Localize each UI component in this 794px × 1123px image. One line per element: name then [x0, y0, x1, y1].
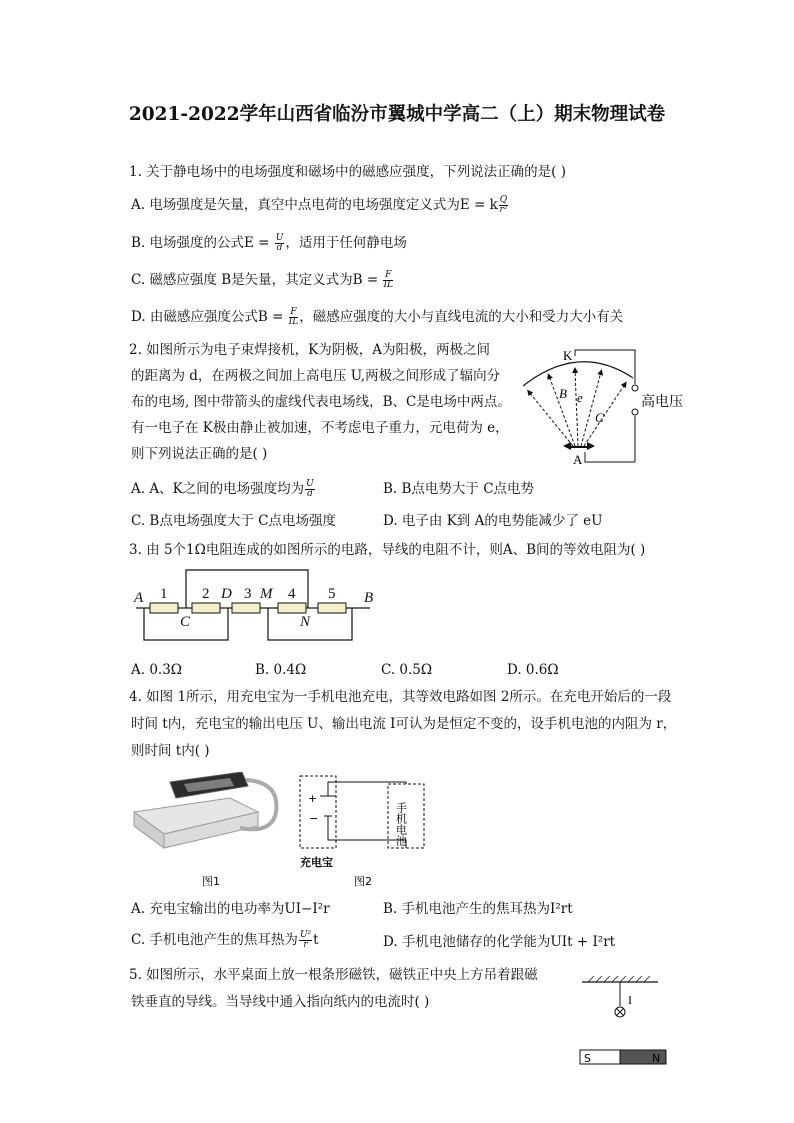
magnet-n-pole: N: [652, 1052, 661, 1065]
q5-line-1: 5. 如图所示，水平桌面上放一根条形磁铁，磁铁正中央上方吊着跟磁: [129, 967, 538, 983]
fig-label-high-voltage: 高电压: [641, 394, 683, 410]
resistor-5: [318, 603, 346, 613]
resistor-label-1: 1: [160, 586, 168, 602]
fig2-battery-label: 手机电池: [394, 802, 408, 846]
fig2-bank-label: 充电宝: [300, 856, 333, 869]
q2-line-3: 布的电场, 图中带箭头的虚线代表电场线，B、C是电场中两点。: [131, 394, 511, 410]
q2-line-5: 则下列说法正确的是( ): [131, 446, 268, 462]
q1-option-b: B. 电场强度的公式E = $\frac{U}{d}$ ，适用于任何静电场: [131, 233, 407, 253]
q1-stem: 1. 关于静电场中的电场强度和磁场中的磁感应强度，下列说法正确的是( ): [129, 164, 566, 180]
resistor-label-4: 4: [288, 586, 296, 602]
q2-line-4: 有一电子在 K极由静止被加速，不考虑电子重力，元电荷为 e，: [131, 420, 509, 436]
q3-option-c: C. 0.5Ω: [381, 662, 433, 678]
resistor-1: [150, 603, 178, 613]
fig-label-c: C: [595, 410, 604, 425]
q4-line-1: 4. 如图 1所示，用充电宝为一手机电池充电，其等效电路如图 2所示。在充电开始后的一段: [129, 689, 672, 705]
q3-stem: 3. 由 5个1Ω电阻连成的如图所示的电路，导线的电阻不计，则A、B间的等效电阻为( ): [129, 542, 646, 558]
q1-option-d: D. 由磁感应强度公式B = $\frac{F}{IL}$ ，磁感应强度的大小与直线电流的大小和受力大小有关: [131, 307, 624, 327]
resistor-label-2: 2: [202, 586, 210, 602]
resistor-label-5: 5: [328, 586, 336, 602]
electron-beam-welder-figure: [515, 342, 715, 470]
q4-line-2: 时间 t内，充电宝的输出电压 U、输出电流 I可认为是恒定不变的，设手机电池的内阻为 r，: [131, 716, 677, 732]
q3-option-d: D. 0.6Ω: [507, 662, 559, 678]
fig-label-k: K: [563, 348, 573, 363]
q1-option-c: C. 磁感应强度 B是矢量，其定义式为B = $\frac{F}{IL}$: [131, 270, 394, 290]
resistor-2: [192, 603, 220, 613]
fig2-plus: +: [308, 792, 318, 805]
q2-option-c: C. B点电场强度大于 C点电场强度: [131, 513, 336, 529]
q2-option-a: A. A、K之间的电场强度均为 $\frac{U}{d}$: [131, 479, 314, 499]
q4-option-b: B. 手机电池产生的焦耳热为I²rt: [383, 901, 573, 917]
bar-magnet-figure: [562, 972, 682, 1072]
q2-option-d: D. 电子由 K到 A的电势能减少了 eU: [383, 513, 603, 529]
q4-option-a: A. 充电宝输出的电功率为UI−I²r: [131, 901, 330, 917]
fig-current-label: I: [628, 993, 632, 1007]
node-c: C: [180, 614, 191, 630]
q1-option-a: A. 电场强度是矢量，真空中点电荷的电场强度定义式为E = k $\frac{Q}{\text{r²}}$: [131, 195, 508, 215]
fig-label-e: e: [577, 390, 583, 405]
q2-line-2: 的距离为 d，在两极之间加上高电压 U,两极之间形成了辐向分: [131, 368, 501, 384]
node-m: M: [260, 586, 273, 602]
fig-label-a: A: [573, 452, 583, 467]
q4-line-3: 则时间 t内( ): [131, 743, 210, 759]
power-bank-photo-figure: [130, 772, 290, 890]
q4-option-c: C. 手机电池产生的焦耳热为 $\frac{\text{U²}}{r}$ t: [131, 930, 319, 950]
q3-option-b: B. 0.4Ω: [255, 662, 307, 678]
fig1-caption: 图1: [202, 875, 220, 888]
node-b: B: [364, 590, 374, 606]
fig2-caption: 图2: [354, 875, 372, 888]
fig-label-b: B: [559, 386, 567, 401]
node-a: A: [134, 590, 144, 606]
magnet-s-pole: S: [584, 1052, 591, 1065]
node-n: N: [300, 614, 311, 630]
resistor-3: [232, 603, 260, 613]
resistor-4: [278, 603, 306, 613]
resistor-label-3: 3: [244, 586, 252, 602]
q2-line-1: 2. 如图所示为电子束焊接机，K为阴极，A为阳极，两极之间: [129, 342, 491, 358]
resistor-network-figure: [130, 568, 380, 648]
q3-option-a: A. 0.3Ω: [131, 662, 182, 678]
q5-line-2: 铁垂直的导线。当导线中通入指向纸内的电流时( ): [131, 994, 430, 1010]
q2-option-b: B. B点电势大于 C点电势: [383, 481, 535, 497]
node-d: D: [221, 586, 232, 602]
page-title: 2021-2022学年山西省临汾市翼城中学高二（上）期末物理试卷: [128, 104, 666, 125]
charging-circuit-figure: [298, 772, 433, 890]
fig2-minus: −: [309, 812, 319, 825]
q4-option-d: D. 手机电池储存的化学能为UIt + I²rt: [383, 934, 616, 950]
